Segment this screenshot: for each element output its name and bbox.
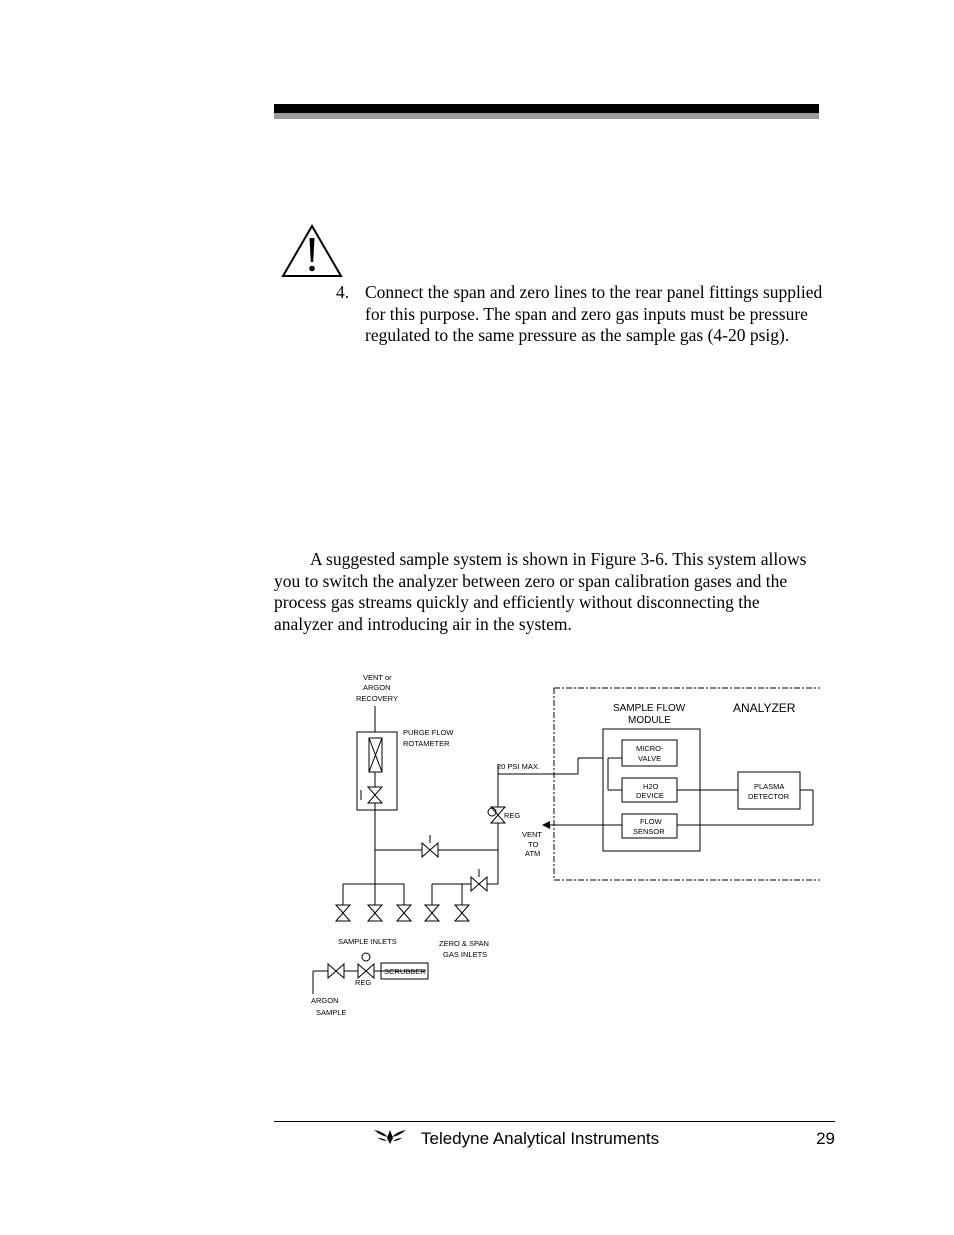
step-number: 4. xyxy=(336,282,350,302)
label-valve: VALVE xyxy=(638,754,662,763)
reg-gauge-bottom xyxy=(362,953,370,961)
label-purge: PURGE FLOW xyxy=(403,728,454,737)
label-sample-inlets: SAMPLE INLETS xyxy=(338,937,397,946)
label-device: DEVICE xyxy=(636,791,664,800)
label-scrubber: SCRUBBER xyxy=(384,967,426,976)
valve-inlet-1 xyxy=(336,905,350,913)
label-reg-bottom: REG xyxy=(355,978,372,987)
header-rule-black xyxy=(274,104,819,113)
label-analyzer: ANALYZER xyxy=(733,701,796,715)
label-argon-sample-2: SAMPLE xyxy=(316,1008,347,1017)
valve-rotameter-bottom xyxy=(368,795,382,803)
label-rotameter: ROTAMETER xyxy=(403,739,450,748)
label-argon: ARGON xyxy=(363,683,391,692)
label-vent-atm: VENT xyxy=(522,830,543,839)
valve-inlet-3 xyxy=(397,905,411,913)
footer-rule xyxy=(274,1121,835,1122)
valve-manifold-left xyxy=(422,843,430,857)
warning-triangle-icon xyxy=(280,223,344,279)
label-psi: 20 PSI MAX. xyxy=(497,762,540,771)
valve-argon-2 xyxy=(358,964,366,978)
label-detector: DETECTOR xyxy=(748,792,790,801)
header-rule-gray xyxy=(274,113,819,119)
label-plasma: PLASMA xyxy=(754,782,785,791)
label-argon-sample-1: ARGON xyxy=(311,996,339,1005)
label-micro: MICRO- xyxy=(636,744,664,753)
label-gas-inlets: GAS INLETS xyxy=(443,950,488,959)
valve-zero-1 xyxy=(425,905,439,913)
sample-system-diagram xyxy=(296,660,826,1030)
teledyne-logo-icon xyxy=(372,1128,408,1146)
valve-zero-span xyxy=(471,877,479,891)
diagram-svg xyxy=(296,660,826,1030)
label-sample-flow: SAMPLE FLOW xyxy=(613,703,686,714)
label-recovery: RECOVERY xyxy=(356,694,398,703)
label-vent: VENT or xyxy=(363,673,392,682)
label-sensor: SENSOR xyxy=(633,827,665,836)
valve-argon-1 xyxy=(328,964,336,978)
label-module: MODULE xyxy=(628,715,671,726)
label-zero-span: ZERO & SPAN xyxy=(439,939,489,948)
label-atm: ATM xyxy=(525,849,541,858)
footer-company: Teledyne Analytical Instruments xyxy=(421,1129,660,1148)
page-number: 29 xyxy=(816,1129,835,1148)
step-text: Connect the span and zero lines to the rear panel fittings supplied for this purpose. The span and zero gas inputs must be pressure regulated to the same pressure as the sample gas (4-20 psig). xyxy=(365,282,823,345)
label-flow: FLOW xyxy=(640,817,662,826)
valve-rotameter-top xyxy=(368,787,382,795)
label-to: TO xyxy=(528,840,539,849)
label-h2o: H2O xyxy=(643,782,659,791)
vent-arrow xyxy=(542,821,550,829)
valve-inlet-2 xyxy=(368,905,382,913)
valve-zero-2 xyxy=(455,905,469,913)
body-paragraph: A suggested sample system is shown in Figure 3-6. This system allows you to switch the analyzer between zero or span calibration gases and the process gas streams quickly and efficiently without disconnecting the analyzer and introducing air in the system. xyxy=(274,549,807,634)
label-reg-top: REG xyxy=(504,811,521,820)
